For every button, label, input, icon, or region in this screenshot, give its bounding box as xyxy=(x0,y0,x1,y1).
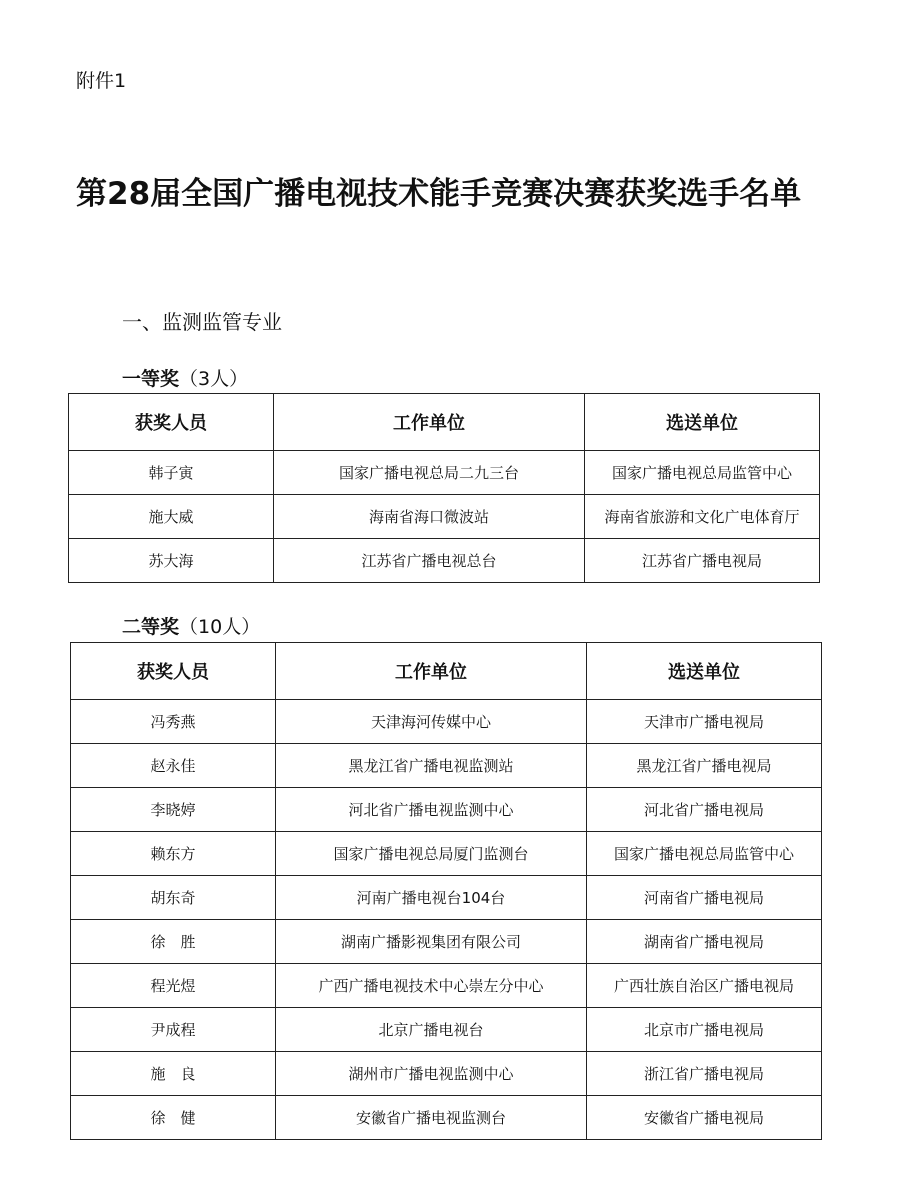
nominating-unit: 海南省旅游和文化广电体育厅 xyxy=(585,495,820,539)
table-row xyxy=(69,451,820,495)
nominating-unit: 河北省广播电视局 xyxy=(587,788,822,832)
table-header-row xyxy=(71,643,822,700)
nominating-unit: 国家广播电视总局监管中心 xyxy=(585,451,820,495)
table-row xyxy=(71,1008,822,1052)
table-row xyxy=(71,788,822,832)
nominating-unit: 黑龙江省广播电视局 xyxy=(587,744,822,788)
second-prize-table xyxy=(70,642,822,1140)
winner-name: 徐 健 xyxy=(71,1096,276,1140)
work-unit: 广西广播电视技术中心崇左分中心 xyxy=(276,964,587,1008)
first-prize-name: 一等奖 xyxy=(122,368,180,390)
table-row xyxy=(71,876,822,920)
nominating-unit: 河南省广播电视局 xyxy=(587,876,822,920)
nominating-unit: 国家广播电视总局监管中心 xyxy=(587,832,822,876)
work-unit: 湖南广播影视集团有限公司 xyxy=(276,920,587,964)
table-row xyxy=(71,744,822,788)
winner-name: 施 良 xyxy=(71,1052,276,1096)
header-winner: 获奖人员 xyxy=(69,394,274,451)
winner-name: 施大威 xyxy=(69,495,274,539)
header-nominating-unit: 选送单位 xyxy=(585,394,820,451)
work-unit: 湖州市广播电视监测中心 xyxy=(276,1052,587,1096)
winner-name: 韩子寅 xyxy=(69,451,274,495)
nominating-unit: 湖南省广播电视局 xyxy=(587,920,822,964)
table-row xyxy=(69,539,820,583)
table-row xyxy=(71,700,822,744)
header-nominating-unit: 选送单位 xyxy=(587,643,822,700)
nominating-unit: 天津市广播电视局 xyxy=(587,700,822,744)
nominating-unit: 浙江省广播电视局 xyxy=(587,1052,822,1096)
table-row xyxy=(71,1052,822,1096)
header-winner: 获奖人员 xyxy=(71,643,276,700)
winner-name: 徐 胜 xyxy=(71,920,276,964)
attachment-label: 附件1 xyxy=(76,70,127,92)
table-row xyxy=(71,832,822,876)
winner-name: 冯秀燕 xyxy=(71,700,276,744)
work-unit: 国家广播电视总局厦门监测台 xyxy=(276,832,587,876)
first-prize-count: （3人） xyxy=(179,368,249,390)
nominating-unit: 北京市广播电视局 xyxy=(587,1008,822,1052)
winner-name: 尹成程 xyxy=(71,1008,276,1052)
work-unit: 国家广播电视总局二九三台 xyxy=(274,451,585,495)
first-prize-heading xyxy=(122,364,248,391)
second-prize-heading xyxy=(122,612,260,639)
work-unit: 天津海河传媒中心 xyxy=(276,700,587,744)
winner-name: 程光煜 xyxy=(71,964,276,1008)
winner-name: 苏大海 xyxy=(69,539,274,583)
table-row xyxy=(71,1096,822,1140)
nominating-unit: 江苏省广播电视局 xyxy=(585,539,820,583)
table-row xyxy=(71,964,822,1008)
table-row xyxy=(69,495,820,539)
winner-name: 胡东奇 xyxy=(71,876,276,920)
second-prize-name: 二等奖 xyxy=(122,616,180,638)
work-unit: 黑龙江省广播电视监测站 xyxy=(276,744,587,788)
work-unit: 海南省海口微波站 xyxy=(274,495,585,539)
nominating-unit: 广西壮族自治区广播电视局 xyxy=(587,964,822,1008)
winner-name: 赵永佳 xyxy=(71,744,276,788)
second-prize-count: （10人） xyxy=(179,616,261,638)
work-unit: 江苏省广播电视总台 xyxy=(274,539,585,583)
header-work-unit: 工作单位 xyxy=(274,394,585,451)
table-header-row xyxy=(69,394,820,451)
table-row xyxy=(71,920,822,964)
section-heading: 一、监测监管专业 xyxy=(122,310,282,334)
work-unit: 河南广播电视台104台 xyxy=(276,876,587,920)
work-unit: 河北省广播电视监测中心 xyxy=(276,788,587,832)
nominating-unit: 安徽省广播电视局 xyxy=(587,1096,822,1140)
winner-name: 赖东方 xyxy=(71,832,276,876)
winner-name: 李晓婷 xyxy=(71,788,276,832)
document-title: 第28届全国广播电视技术能手竞赛决赛获奖选手名单 xyxy=(76,176,802,212)
first-prize-table xyxy=(68,393,820,583)
work-unit: 安徽省广播电视监测台 xyxy=(276,1096,587,1140)
header-work-unit: 工作单位 xyxy=(276,643,587,700)
work-unit: 北京广播电视台 xyxy=(276,1008,587,1052)
